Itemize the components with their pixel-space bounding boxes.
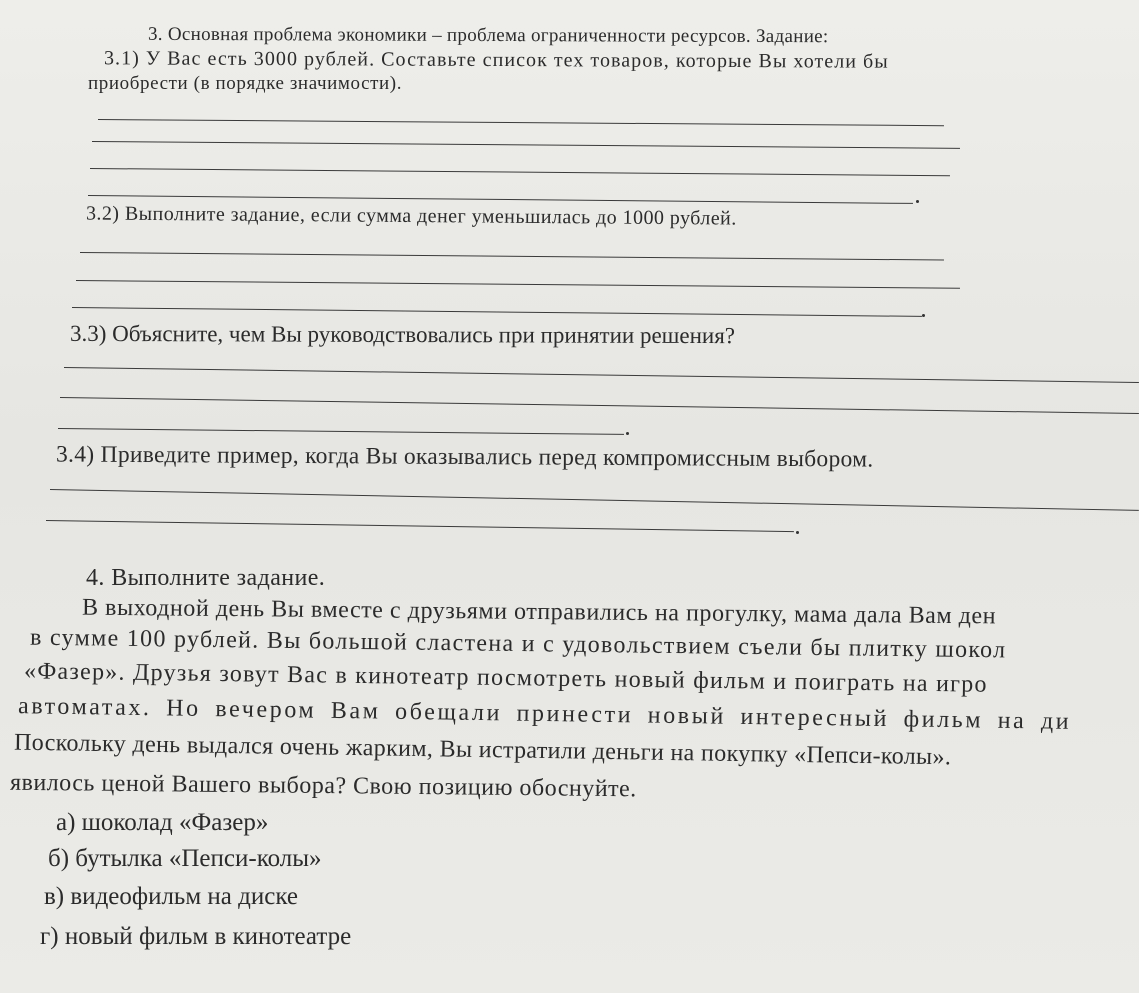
line-end-period (796, 531, 799, 534)
answer-line (58, 428, 624, 435)
answer-line (80, 252, 944, 261)
task3-heading: 3. Основная проблема экономики – проблема ограниченности ресурсов. Задание: (147, 23, 829, 48)
answer-option-d: г) новый фильм в кинотеатре (40, 923, 352, 950)
answer-line (98, 119, 944, 126)
line-end-period (922, 314, 925, 317)
task3-4-question: 3.4) Приведите пример, когда Вы оказывались перед компромиссным выбором. (55, 441, 874, 473)
task4-paragraph-line: «Фазер». Друзья зовут Вас в кинотеатр посмотреть новый фильм и поиграть на игро (23, 658, 988, 698)
task3-1-question-line2: приобрести (в порядке значимости). (88, 73, 403, 94)
task4-paragraph-line: явилось ценой Вашего выбора? Свою позицию обоснуйте. (9, 769, 637, 803)
answer-line (92, 141, 960, 149)
answer-line (64, 367, 1139, 383)
task3-3-question: 3.3) Объясните, чем Вы руководствовались при принятии решения? (69, 320, 736, 349)
task3-2-question: 3.2) Выполните задание, если сумма денег уменьшилась до 1000 рублей. (85, 202, 737, 230)
answer-line (90, 168, 950, 176)
line-end-period (626, 432, 629, 435)
answer-line (60, 397, 1139, 414)
task3-1-question-line1: 3.1) У Вас есть 3000 рублей. Составьте список тех товаров, которые Вы хотели бы (103, 47, 889, 73)
answer-option-b: б) бутылка «Пепси-колы» (48, 845, 322, 872)
answer-line (50, 489, 1139, 511)
answer-line (72, 307, 922, 317)
answer-line (76, 280, 960, 289)
answer-line (46, 520, 794, 532)
answer-option-c: в) видеофильм на диске (44, 883, 298, 910)
line-end-period (916, 200, 919, 203)
task4-paragraph-line: в сумме 100 рублей. Вы большой сластена и с удовольствием съели бы плитку шокол (29, 624, 1007, 664)
answer-option-a: а) шоколад «Фазер» (56, 809, 269, 836)
task4-paragraph-line: В выходной день Вы вместе с друзьями отправились на прогулку, мама дала Вам ден (81, 594, 997, 630)
task4-paragraph-line: Поскольку день выдался очень жарким, Вы истратили деньги на покупку «Пепси-колы». (13, 729, 952, 771)
task4-heading: 4. Выполните задание. (86, 565, 326, 591)
task4-paragraph-line: автоматах. Но вечером Вам обещали принести новый интересный фильм на ди (17, 693, 1072, 735)
